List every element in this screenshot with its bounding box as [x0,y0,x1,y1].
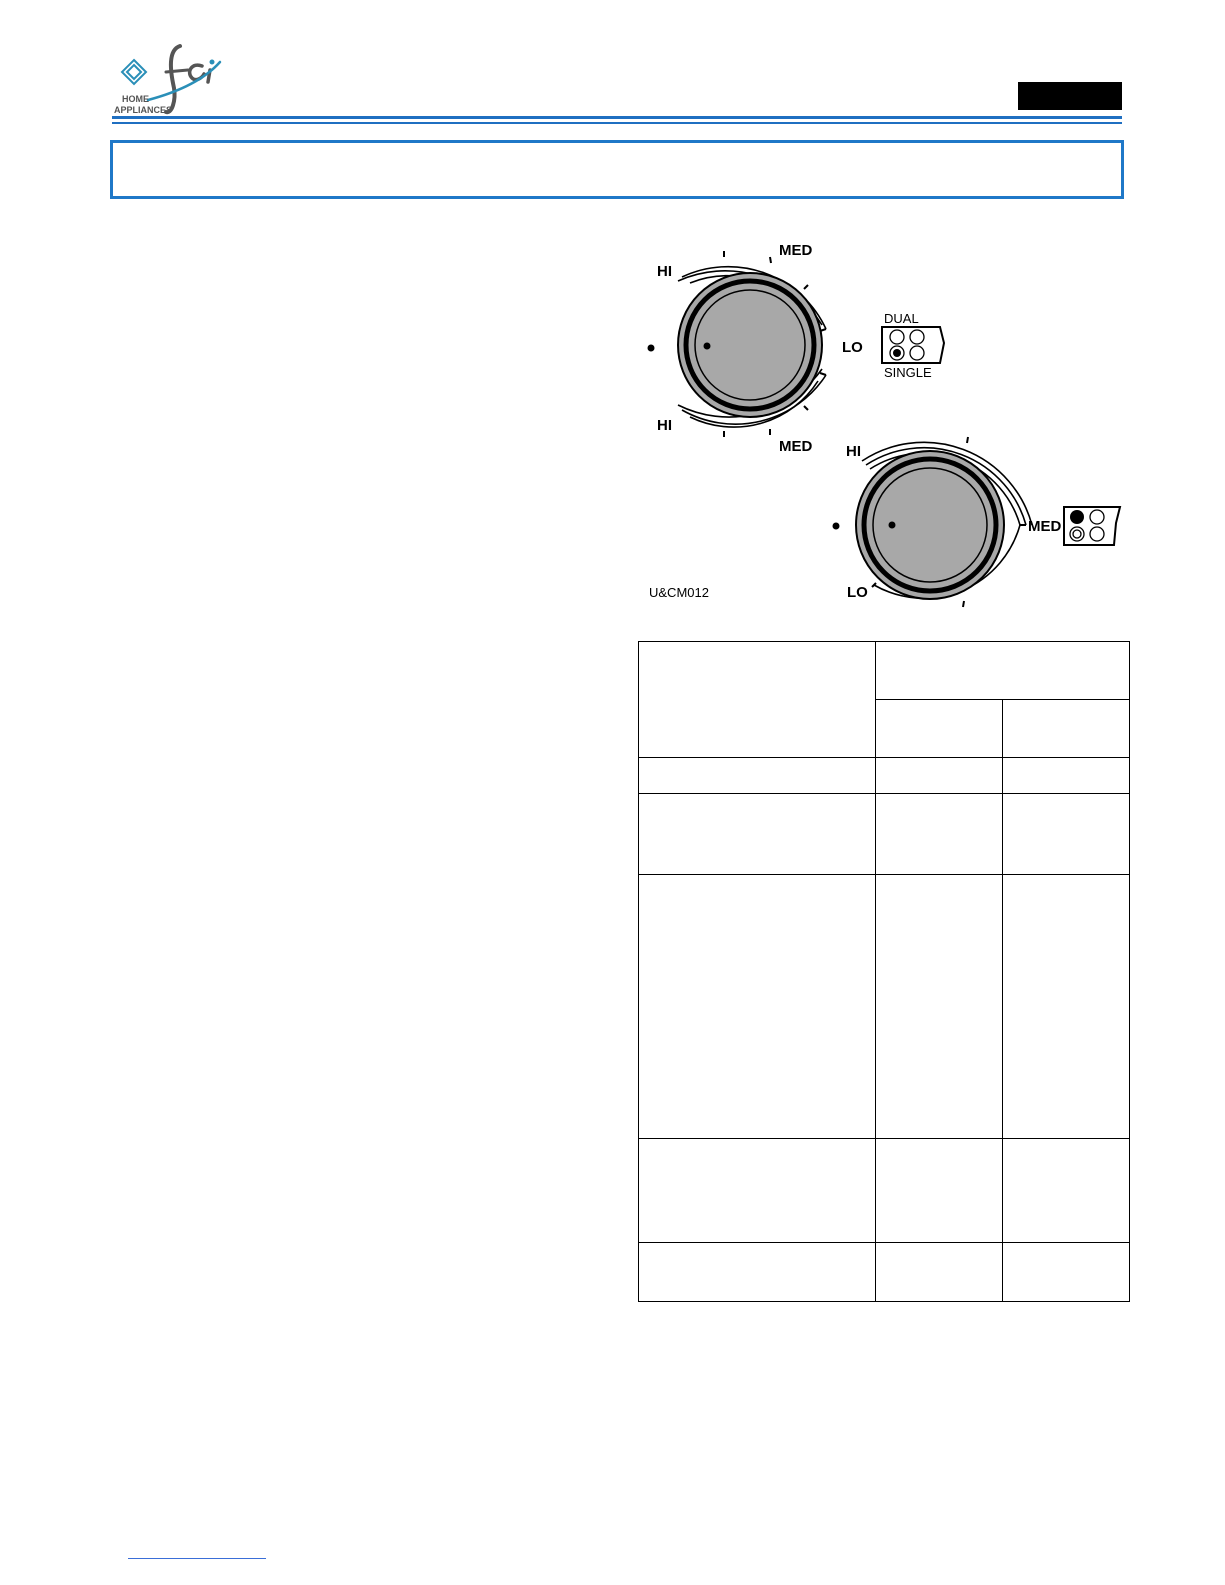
dial-top-label-hi-upper: HI [657,263,672,280]
bottom-zone-indicator [1064,507,1120,545]
dial-top-label-med-lower: MED [779,438,813,455]
single-zone-dial [833,437,1062,607]
table-row [639,1139,1130,1243]
fci-home-appliances-logo [108,40,228,120]
fci-script-mark [148,46,220,112]
indicator-label-single: SINGLE [884,365,932,380]
dial-bottom-label-hi: HI [846,443,861,460]
dual-zone-dial [648,242,864,455]
dial-diagram [630,225,1150,620]
page-section-tab [1018,82,1122,110]
table-header-food [639,642,876,758]
table-row [639,794,1130,875]
table-subheader-2 [1003,700,1130,758]
indicator-label-dual: DUAL [884,311,919,326]
brand-line-home: HOME [122,94,149,104]
table-subheader-1 [876,700,1003,758]
table-row [639,1243,1130,1302]
dial-top-label-med-upper: MED [779,242,813,259]
footer-link-underline[interactable] [128,1558,266,1559]
section-title-box [110,140,1124,199]
diamond-emblem-icon [122,60,146,84]
header-rule-bottom [112,122,1122,124]
dial-top-label-lo: LO [842,339,863,356]
table-header-setting [876,642,1130,700]
cooking-settings-table [638,641,1129,1301]
dial-top-label-hi-lower: HI [657,417,672,434]
dial-bottom-label-med: MED [1028,518,1062,535]
dual-single-indicator [882,311,944,380]
table-row [639,758,1130,794]
figure-code: U&CM012 [649,585,709,600]
brand-line-appliances: APPLIANCES [114,105,173,115]
table-row [639,875,1130,1139]
header-rule-top [112,116,1122,119]
dial-bottom-label-lo: LO [847,584,868,601]
